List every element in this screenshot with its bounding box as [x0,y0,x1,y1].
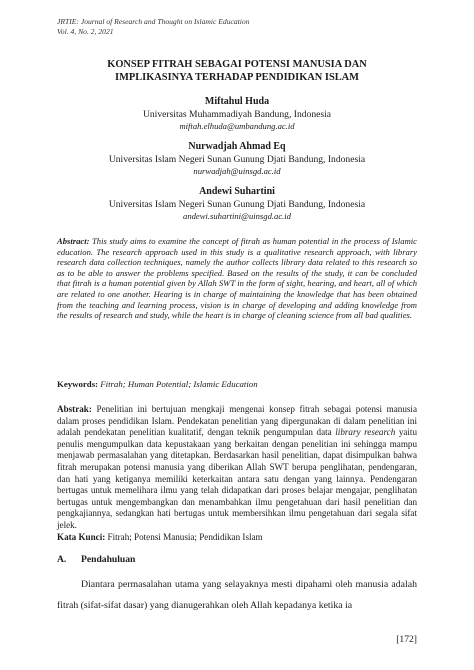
journal-volume: Vol. 4, No. 2, 2021 [57,26,114,36]
author-affiliation: Universitas Islam Negeri Sunan Gunung Djati Bandung, Indonesia [108,198,366,210]
body-paragraph: Diantara permasalahan utama yang selayaknya mesti dipahami oleh manusia adalah fitrah (sifat-sifat dasar) yang dianugerahkan oleh Allah kepadanya ketika ia [57,579,417,611]
abstract-label: Abstract: [57,236,90,246]
abstract-english [57,236,417,321]
author-name: Nurwadjah Ahmad Eq [188,141,286,152]
abstract-indonesian [57,404,417,532]
kata-kunci-text: Fitrah; Potensi Manusia; Pendidikan Islam [107,532,263,542]
keywords-english [57,379,417,390]
section-heading [57,554,135,566]
keywords-indonesian [57,532,417,543]
title-line: IMPLIKASINYA TERHADAP PENDIDIKAN ISLAM [115,72,359,83]
paper-title [40,58,434,84]
abstrak-text-start: Penelitian ini bertujuan mengkaji mengenai konsep fitrah sebagai potensi manusia dalam proses pendidikan Islam. Pendekatan penelitian yang dipergunakan di dalam penelitian ini adalah pendekatan penelitian kualitatif, dengan teknik pengumpulan data [57,404,417,438]
keywords-label: Keywords: [57,379,99,389]
section-number: A. [57,554,67,565]
abstrak-text-italic: library research [335,427,396,438]
author-block [40,141,434,177]
author-block [40,186,434,222]
author-email: nurwadjah@uinsgd.ac.id [193,165,281,176]
abstrak-text-end: yaitu penulis mengumpulkan data kepustakaan yang berkaitan dengan penelitian ini sehingga mampu menjawab permasalahan yang ditetapkan. Berdasarkan hasil penelitian, dapat disimpulkan bahwa fitrah merupakan potensi manusia yang diberikan Allah SWT berupa penglihatan, pendengaran, dan hati yang ketiganya memiliki keterkaitan antara satu dengan yang lainnya. Pendengaran bertugas untuk memelihara ilmu yang telah didapatkan dari proses belajar mengajar, penglihatan bertugas untuk mengembangkan dan menambahkan ilmu pengetahuan dari hasil penelitian dan pengkajiannya, sedangkan hati bertugas untuk membersihkan ilmu pengetahuan dari segala sifat jelek. [57,427,417,530]
author-affiliation: Universitas Islam Negeri Sunan Gunung Djati Bandung, Indonesia [108,153,366,165]
journal-name: JRTIE: Journal of Research and Thought on Islamic Education [57,17,250,26]
journal-header [57,17,250,36]
author-name: Miftahul Huda [204,96,270,107]
author-email: andewi.suhartini@uinsgd.ac.id [183,210,291,221]
author-email: miftah.elhuda@umbandung.ac.id [179,120,295,131]
author-name: Andewi Suhartini [199,186,275,197]
page-number: [172] [396,634,417,645]
section-title: Pendahuluan [81,554,136,565]
title-line: KONSEP FITRAH SEBAGAI POTENSI MANUSIA DAN [107,59,367,70]
author-affiliation: Universitas Muhammadiyah Bandung, Indonesia [142,108,332,120]
abstrak-label: Abstrak: [57,404,92,414]
author-block [40,96,434,132]
keywords-text: Fitrah; Human Potential; Islamic Education [100,379,258,389]
kata-kunci-label: Kata Kunci: [57,532,106,542]
abstract-text: This study aims to examine the concept of fitrah as human potential in the process of Islamic education. The research approach used in this study is a qualitative research approach, with library research data collection techniques, namely the author collects library data related to this research so as to be able to answer the problems specified. Based on the results of the study, it can be concluded that fitrah is a human potential given by Allah SWT in the form of sight, hearing, and heart, all of which are related to one another. Hearing is in charge of maintaining the knowledge that has been obtained from the teaching and learning process, vision is in charge of developing and adding knowledge from the results of research and study, while the heart is in charge of cleaning science from all bad qualities. [57,236,417,321]
